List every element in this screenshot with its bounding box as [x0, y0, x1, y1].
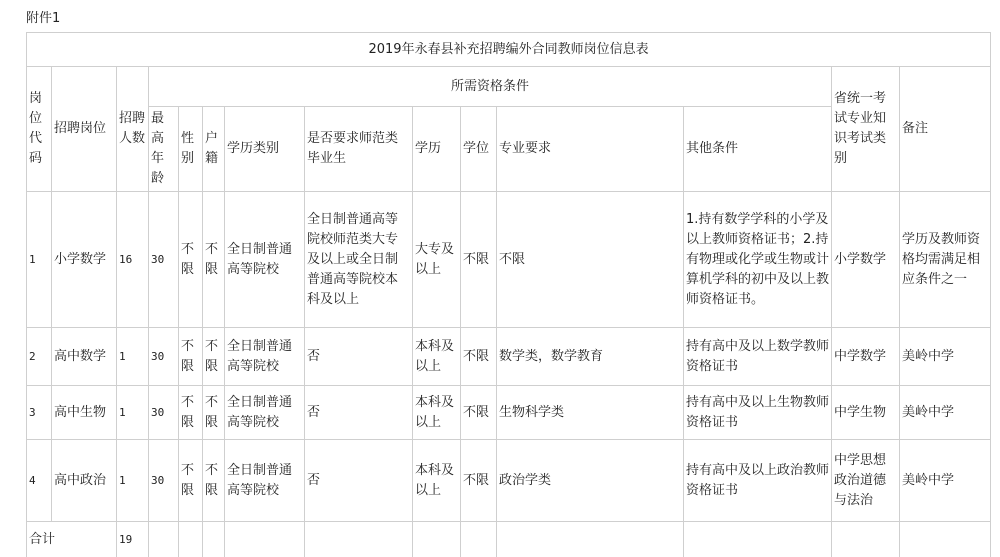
cell-count: 16	[117, 192, 149, 328]
cell-education: 本科及以上	[413, 386, 461, 440]
cell-exam-category: 中学思想政治道德与法治	[832, 440, 900, 522]
cell-remarks: 美岭中学	[900, 386, 991, 440]
cell-position: 高中生物	[52, 386, 117, 440]
cell-count: 1	[117, 440, 149, 522]
cell-count: 1	[117, 328, 149, 386]
empty-cell	[497, 522, 684, 557]
empty-cell	[179, 522, 203, 557]
table-row	[27, 328, 991, 386]
recruitment-table	[26, 32, 991, 557]
header-education: 学历	[413, 107, 461, 192]
cell-household: 不限	[203, 192, 225, 328]
cell-gender: 不限	[179, 440, 203, 522]
cell-position: 高中政治	[52, 440, 117, 522]
header-gender: 性别	[179, 107, 203, 192]
table-row	[27, 440, 991, 522]
cell-education: 大专及以上	[413, 192, 461, 328]
cell-major: 政治学类	[497, 440, 684, 522]
cell-edu-type: 全日制普通高等院校	[225, 192, 305, 328]
cell-education: 本科及以上	[413, 440, 461, 522]
cell-code: 3	[27, 386, 52, 440]
cell-max-age: 30	[149, 328, 179, 386]
header-degree: 学位	[461, 107, 497, 192]
empty-cell	[305, 522, 413, 557]
table-row	[27, 192, 991, 328]
cell-code: 4	[27, 440, 52, 522]
cell-exam-category: 中学数学	[832, 328, 900, 386]
cell-other: 1.持有数学学科的小学及以上教师资格证书；2.持有物理或化学或生物或计算机学科的初中及以上教师资格证书。	[684, 192, 832, 328]
cell-normal-grad: 全日制普通高等院校师范类大专及以上或全日制普通高等院校本科及以上	[305, 192, 413, 328]
cell-count: 1	[117, 386, 149, 440]
cell-other: 持有高中及以上数学教师资格证书	[684, 328, 832, 386]
cell-major: 数学类，数学教育	[497, 328, 684, 386]
cell-gender: 不限	[179, 192, 203, 328]
empty-cell	[149, 522, 179, 557]
cell-edu-type: 全日制普通高等院校	[225, 386, 305, 440]
cell-household: 不限	[203, 386, 225, 440]
empty-cell	[900, 522, 991, 557]
cell-exam-category: 中学生物	[832, 386, 900, 440]
cell-household: 不限	[203, 328, 225, 386]
empty-cell	[203, 522, 225, 557]
cell-position: 高中数学	[52, 328, 117, 386]
cell-other: 持有高中及以上生物教师资格证书	[684, 386, 832, 440]
empty-cell	[225, 522, 305, 557]
cell-remarks: 学历及教师资格均需满足相应条件之一	[900, 192, 991, 328]
cell-major: 不限	[497, 192, 684, 328]
cell-exam-category: 小学数学	[832, 192, 900, 328]
cell-edu-type: 全日制普通高等院校	[225, 328, 305, 386]
attachment-label: 附件1	[26, 11, 61, 26]
header-code: 岗位代码	[27, 67, 52, 192]
empty-cell	[413, 522, 461, 557]
header-normal-grad: 是否要求师范类毕业生	[305, 107, 413, 192]
empty-cell	[832, 522, 900, 557]
cell-degree: 不限	[461, 440, 497, 522]
cell-code: 1	[27, 192, 52, 328]
header-qualifications: 所需资格条件	[149, 67, 832, 107]
table-title: 2019年永春县补充招聘编外合同教师岗位信息表	[27, 33, 991, 67]
cell-remarks: 美岭中学	[900, 440, 991, 522]
header-other: 其他条件	[684, 107, 832, 192]
cell-degree: 不限	[461, 192, 497, 328]
cell-position: 小学数学	[52, 192, 117, 328]
cell-other: 持有高中及以上政治教师资格证书	[684, 440, 832, 522]
header-major: 专业要求	[497, 107, 684, 192]
cell-code: 2	[27, 328, 52, 386]
cell-max-age: 30	[149, 440, 179, 522]
total-label: 合计	[27, 522, 117, 557]
cell-max-age: 30	[149, 386, 179, 440]
header-edu-type: 学历类别	[225, 107, 305, 192]
header-count: 招聘人数	[117, 67, 149, 192]
header-household: 户籍	[203, 107, 225, 192]
empty-cell	[684, 522, 832, 557]
cell-normal-grad: 否	[305, 440, 413, 522]
header-exam-category: 省统一考试专业知识考试类别	[832, 67, 900, 192]
cell-degree: 不限	[461, 328, 497, 386]
cell-edu-type: 全日制普通高等院校	[225, 440, 305, 522]
empty-cell	[461, 522, 497, 557]
cell-max-age: 30	[149, 192, 179, 328]
cell-household: 不限	[203, 440, 225, 522]
header-remarks: 备注	[900, 67, 991, 192]
table-row	[27, 386, 991, 440]
cell-normal-grad: 否	[305, 386, 413, 440]
cell-normal-grad: 否	[305, 328, 413, 386]
total-row	[27, 522, 991, 557]
cell-gender: 不限	[179, 386, 203, 440]
header-position: 招聘岗位	[52, 67, 117, 192]
cell-education: 本科及以上	[413, 328, 461, 386]
total-count: 19	[117, 522, 149, 557]
header-max-age: 最高年龄	[149, 107, 179, 192]
cell-remarks: 美岭中学	[900, 328, 991, 386]
cell-major: 生物科学类	[497, 386, 684, 440]
cell-gender: 不限	[179, 328, 203, 386]
cell-degree: 不限	[461, 386, 497, 440]
